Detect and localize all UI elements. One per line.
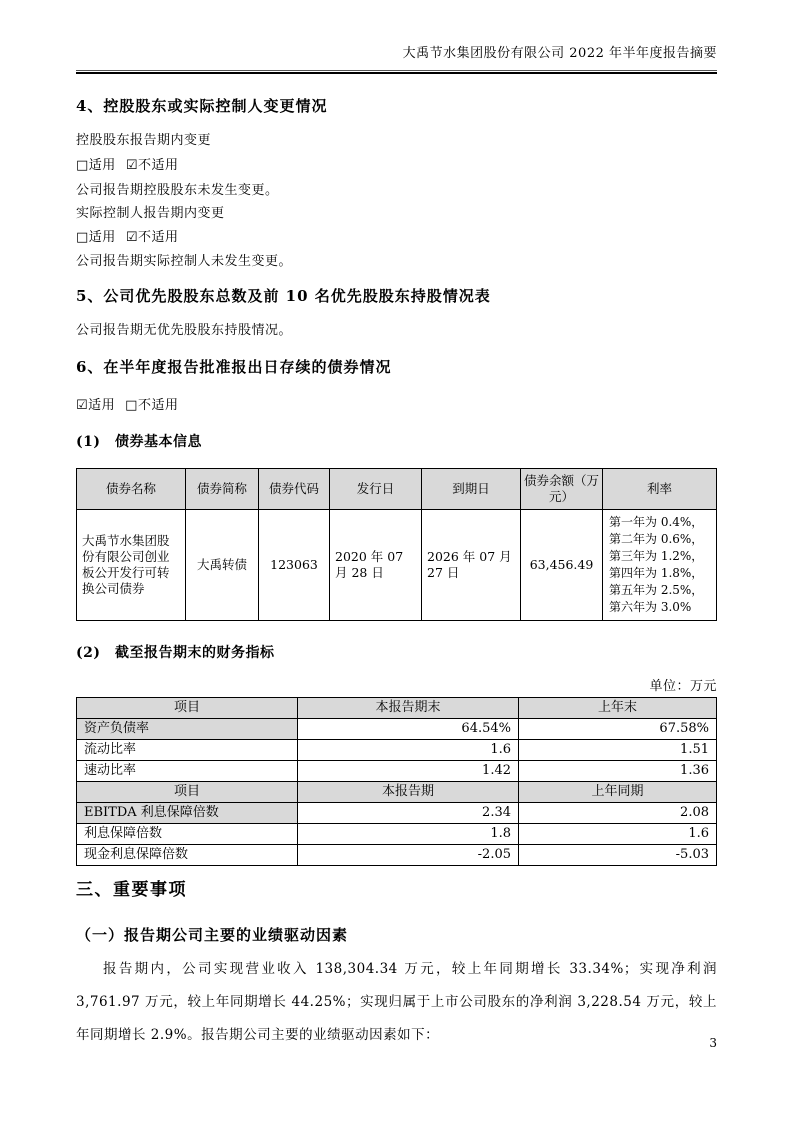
fin-current-value: 64.54%	[298, 719, 519, 740]
bond-code-column-header: 债券代码	[259, 469, 330, 510]
fin-current-value: 1.42	[298, 761, 519, 782]
holding-change-applicability-line	[76, 157, 717, 174]
financial-indicators-table	[76, 697, 717, 866]
fin-current-value: -2.05	[298, 845, 519, 866]
fin-item-label: EBITDA 利息保障倍数	[77, 803, 298, 824]
item-column-header: 项目	[77, 698, 298, 719]
fin-table-row-interest-coverage	[77, 824, 717, 845]
fin-table-row-current-ratio	[77, 740, 717, 761]
bond-name-cell: 大禹节水集团股份有限公司创业板公开发行可转换公司债券	[77, 510, 186, 621]
not-applicable-label: 不适用	[137, 158, 179, 173]
page-number: 3	[709, 1036, 717, 1050]
fin-current-value: 1.6	[298, 740, 519, 761]
fin-current-value: 1.8	[298, 824, 519, 845]
fin-prior-value: 1.36	[519, 761, 717, 782]
applicable-label: 适用	[88, 158, 116, 173]
fin-prior-value: 1.6	[519, 824, 717, 845]
fin-item-label: 利息保障倍数	[77, 824, 298, 845]
checkbox-checked-icon: ☑	[125, 230, 138, 245]
bond-info-heading: (1) 债券基本信息	[76, 434, 202, 450]
prior-period-column-header: 上年同期	[519, 782, 717, 803]
section-4-heading: 4、控股股东或实际控制人变更情况	[76, 97, 328, 115]
document-header	[76, 46, 717, 74]
item-column-header: 项目	[77, 782, 298, 803]
header-rule-thick-line	[76, 72, 717, 74]
section-6-heading: 6、在半年度报告批准报出日存续的债券情况	[76, 358, 392, 376]
fin-prior-value: 1.51	[519, 740, 717, 761]
bond-table	[76, 468, 717, 621]
checkbox-checked-icon: ☑	[76, 398, 89, 413]
major-events-heading: 三、重要事项	[76, 880, 187, 900]
bonds-applicability-line	[76, 397, 717, 414]
bond-shortname-column-header: 债券简称	[186, 469, 259, 510]
checkbox-checked-icon: ☑	[125, 158, 138, 173]
applicable-label: 适用	[88, 230, 116, 245]
fin-item-label: 现金利息保障倍数	[77, 845, 298, 866]
fin-table-second-header-row	[77, 782, 717, 803]
interest-rate-column-header: 利率	[603, 469, 717, 510]
document-header-title: 大禹节水集团股份有限公司 2022 年半年度报告摘要	[402, 46, 717, 61]
fin-item-label: 资产负债率	[77, 719, 298, 740]
fin-prior-value: -5.03	[519, 845, 717, 866]
fin-prior-value: 67.58%	[519, 719, 717, 740]
fin-table-header-row	[77, 698, 717, 719]
performance-drivers-paragraph: 报告期内，公司实现营业收入 138,304.34 万元，较上年同期增长 33.34%；实现净利润 3,761.97 万元，较上年同期增长 44.25%；实现归属于上市公司股东的净利润 3,228.54 万元，较上年同期增长 2.9%。报告期公司主要的业绩驱动因素如下：	[76, 961, 717, 1043]
applicable-label: 适用	[88, 398, 116, 413]
header-rule	[76, 70, 717, 74]
not-applicable-label: 不适用	[137, 398, 179, 413]
bond-shortname-cell: 大禹转债	[186, 510, 259, 621]
fin-table-row-quick-ratio	[77, 761, 717, 782]
section-5-heading: 5、公司优先股股东总数及前 10 名优先股股东持股情况表	[76, 287, 491, 305]
bond-issue-date-cell: 2020 年 07 月 28 日	[330, 510, 422, 621]
fin-table-row-ebitda-coverage	[77, 803, 717, 824]
prior-year-end-column-header: 上年末	[519, 698, 717, 719]
bond-maturity-date-cell: 2026 年 07 月 27 日	[422, 510, 521, 621]
maturity-date-column-header: 到期日	[422, 469, 521, 510]
bond-balance-cell: 63,456.49	[521, 510, 603, 621]
checkbox-unchecked-icon: □	[125, 398, 138, 413]
checkbox-unchecked-icon: □	[76, 158, 89, 173]
not-applicable-label: 不适用	[137, 230, 179, 245]
financial-indicators-heading: (2) 截至报告期末的财务指标	[76, 645, 275, 661]
bond-balance-column-header: 债券余额（万元）	[521, 469, 603, 510]
fin-item-label: 流动比率	[77, 740, 298, 761]
fin-table-row-asset-liability-ratio	[77, 719, 717, 740]
controller-no-change-note: 公司报告期实际控制人未发生变更。	[76, 254, 293, 269]
performance-drivers-heading: （一）报告期公司主要的业绩驱动因素	[76, 926, 349, 944]
bond-interest-rate-cell: 第一年为 0.4%，第二年为 0.6%，第三年为 1.2%，第四年为 1.8%，第五年为 2.5%，第六年为 3.0%	[603, 510, 717, 621]
holding-change-label: 控股股东报告期内变更	[76, 133, 212, 148]
fin-item-label: 速动比率	[77, 761, 298, 782]
header-rule-thin-line	[76, 70, 717, 71]
current-period-column-header: 本报告期	[298, 782, 519, 803]
bond-code-cell: 123063	[259, 510, 330, 621]
current-period-end-column-header: 本报告期末	[298, 698, 519, 719]
bond-table-data-row	[77, 510, 717, 621]
bond-table-header-row	[77, 469, 717, 510]
unit-label: 单位：万元	[649, 679, 717, 694]
checkbox-unchecked-icon: □	[76, 230, 89, 245]
fin-prior-value: 2.08	[519, 803, 717, 824]
issue-date-column-header: 发行日	[330, 469, 422, 510]
bond-name-column-header: 债券名称	[77, 469, 186, 510]
controller-change-label: 实际控制人报告期内变更	[76, 206, 225, 221]
fin-current-value: 2.34	[298, 803, 519, 824]
holding-no-change-note: 公司报告期控股股东未发生变更。	[76, 183, 279, 198]
controller-change-applicability-line	[76, 229, 717, 246]
fin-table-row-cash-interest-coverage	[77, 845, 717, 866]
no-preferred-shareholders-note: 公司报告期无优先股股东持股情况。	[76, 323, 293, 338]
